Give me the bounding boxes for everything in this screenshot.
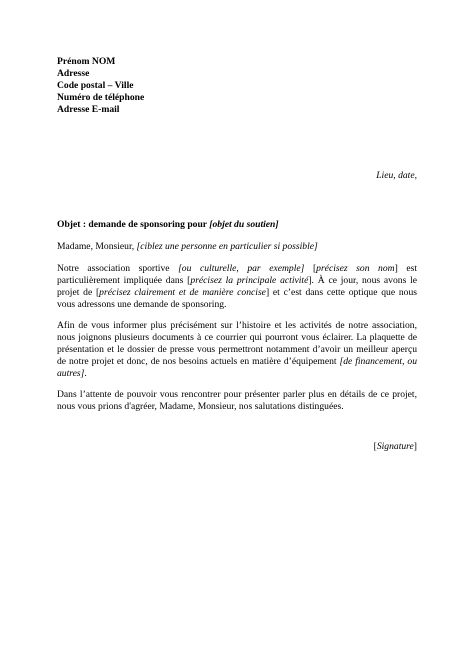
- signature-label: Signature: [376, 441, 414, 452]
- paragraph-text: ]. À ce jour, nous avons le projet de [: [57, 275, 418, 298]
- paragraph-closing: [57, 389, 417, 413]
- subject-prefix: Objet : demande de sponsoring pour: [57, 219, 210, 230]
- paragraph-text: .: [84, 368, 87, 379]
- paragraph-text: ] est particulièrement impliquée dans [: [57, 263, 417, 286]
- placeholder-text: précisez la principale activité: [190, 275, 309, 286]
- paragraph-text: Dans l’attente de pouvoir vous rencontrer pour présenter parler plus en détails de ce projet, nous vous prions d'agréer, Madame, Monsieur, nos salutations distinguées.: [57, 389, 417, 412]
- place-date: Lieu, date,: [376, 170, 417, 181]
- salutation-placeholder: [ciblez une personne en particulier si possible]: [136, 241, 318, 252]
- sender-block: [57, 56, 257, 116]
- paragraph-text: Afin de vous informer plus précisément sur l’histoire et les activités de notre association, nous joignons plusieurs documents à ce courrier qui pourront vous éclairer. La plaquette de présentation et le dossier de presse vous permettront notamment d’avoir un meilleur aperçu de notre projet et donc, de nos besoins actuels en matière d’équipement: [57, 320, 417, 367]
- placeholder-text: [ou culturelle, par exemple]: [178, 263, 305, 274]
- sender-postal-city: Code postal – Ville: [57, 80, 134, 91]
- sender-name: Prénom NOM: [57, 56, 116, 67]
- salutation: [57, 241, 417, 253]
- paragraph-documents: [57, 320, 417, 380]
- signature-close: ]: [413, 441, 417, 452]
- paragraph-text: Notre association sportive: [57, 263, 179, 274]
- sender-phone: Numéro de téléphone: [57, 92, 145, 103]
- subject-placeholder: [objet du soutien]: [209, 219, 279, 230]
- signature-open: [: [373, 441, 377, 452]
- placeholder-text: précisez clairement et de manière concise: [99, 287, 266, 298]
- salutation-text: Madame, Monsieur,: [57, 241, 137, 252]
- paragraph-intro: [57, 263, 417, 311]
- placeholder-text: précisez son nom: [316, 263, 395, 274]
- subject-line: [57, 219, 417, 231]
- signature-placeholder: [374, 441, 417, 453]
- placeholder-text: [de financement, ou autres]: [57, 356, 418, 379]
- paragraph-text: [: [304, 263, 317, 274]
- paragraph-text: ] et c’est dans cette optique que nous vous adressons une demande de sponsoring.: [57, 287, 417, 310]
- sender-email: Adresse E-mail: [57, 104, 120, 115]
- sender-address: Adresse: [57, 68, 90, 79]
